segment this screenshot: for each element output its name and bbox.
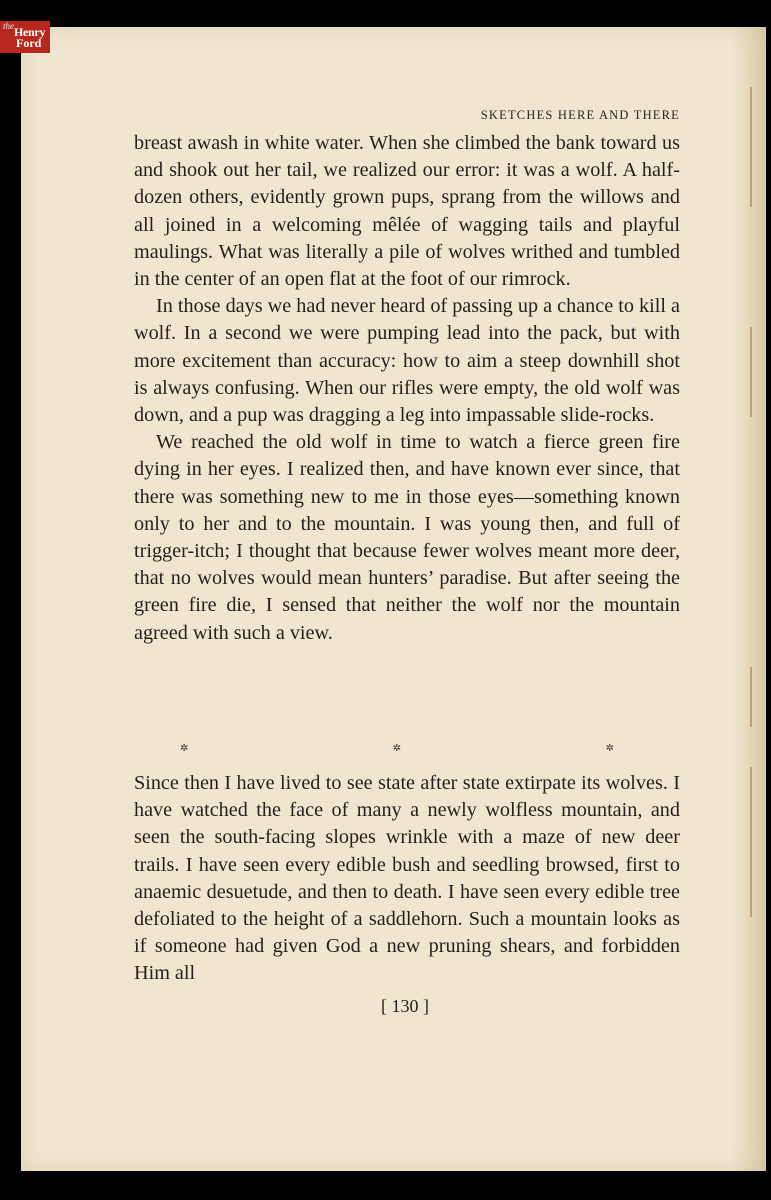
paragraph-2: In those days we had never heard of passing up a chance to kill a wolf. In a second we were pumping lead into the pack, but with more excitement than accuracy: how to aim a steep downhill shot is always confusing. When our rifles were empty, the old wolf was down, and a pup was dragging a leg into impassable slide-rocks. — [134, 295, 680, 427]
text-block-bottom — [134, 770, 680, 988]
logo-henry: Henry — [14, 25, 46, 39]
page-edge-mark — [750, 87, 752, 207]
page-edge-mark — [750, 327, 752, 417]
page-edge-mark — [750, 667, 752, 727]
section-break-ornament-right: ✲ — [605, 742, 614, 754]
section-break-ornament-center: ✲ — [392, 742, 402, 754]
page-edge-mark — [750, 767, 752, 917]
section-break — [180, 740, 614, 756]
paragraph-3: We reached the old wolf in time to watch a fierce green fire dying in her eyes. I realized then, and have known ever since, that there was something new to me in those eyes—something known only to her and to the mountain. I was young then, and full of trigger-itch; I thought that because fewer wolves meant more deer, that no wolves would mean hunters’ paradise. But after seeing the green fire die, I sensed that neither the wolf nor the mountain agreed with such a view. — [134, 431, 680, 644]
logo-ford: Ford — [16, 36, 42, 50]
paragraph-1: breast awash in white water. When she climbed the bank toward us and shook out her tail, we realized our error: it was a wolf. A half-dozen others, evidently grown pups, sprang from the willows and all joined in a welcoming mêlée of wagging tails and playful maulings. What was literally a pile of wolves writhed and tumbled in the center of an open flat at the foot of our rimrock. — [134, 132, 680, 291]
running-head: SKETCHES HERE AND THERE — [480, 108, 680, 122]
text-block-top — [134, 130, 680, 647]
section-break-ornament-left: ✲ — [180, 742, 189, 754]
paragraph-4: Since then I have lived to see state after state extirpate its wolves. I have watched the face of many a newly wolfless mountain, and seen the south-facing slopes wrinkle with a maze of new deer trails. I have seen every edible bush and seedling browsed, first to anaemic desuetude, and then to death. I have seen every edible tree defoliated to the height of a saddlehorn. Such a mountain looks as if someone had given God a new pruning shears, and forbidden Him all — [134, 772, 680, 985]
page-number: [ 130 ] — [381, 996, 429, 1016]
logo-the: the — [3, 21, 14, 31]
henry-ford-logo — [0, 21, 50, 53]
page-edge-shading — [732, 27, 766, 1171]
